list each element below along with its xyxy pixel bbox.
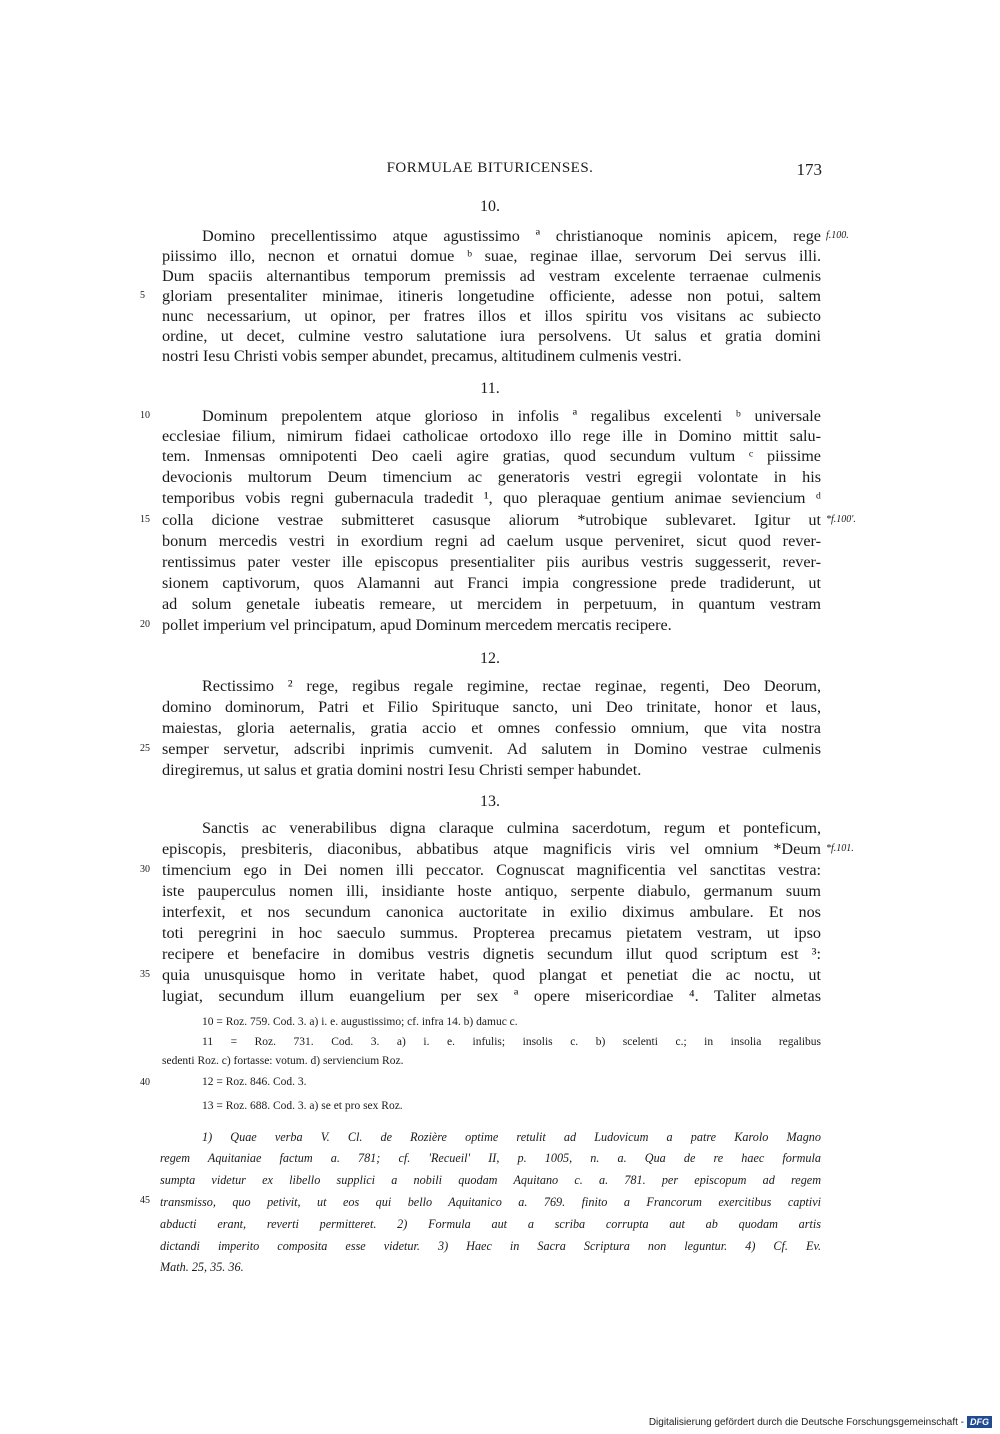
apparatus-note: 13 = Roz. 688. Cod. 3. a) se et pro sex Roz. (202, 1100, 403, 1112)
text-line: quia unusquisque homo in veritate habet, quod plangat et penetiat die ac noctu, ut (162, 966, 821, 984)
footnote-line: 1) Quae verba V. Cl. de Rozière optime retulit ad Ludovicum a patre Karolo Magno (202, 1130, 821, 1144)
footnote-line: abducti erant, reverti permitteret. 2) Formula aut a scriba corrupta aut ab quodam artis (160, 1217, 821, 1231)
text-line: Dominum prepolentem atque glorioso in infolis ª regalibus excelenti ᵇ universale (202, 407, 821, 425)
text-line: temporibus vobis regni gubernacula tradedit ¹, quo pleraquae gentium animae seviencium ᵈ (162, 489, 821, 507)
text-line: devocionis multorum Deum timencium ac generatoris vestri egregii volontate in his (162, 468, 821, 486)
text-line: ordine, ut decet, culmine vestro salutatione iura persolvens. Ut salus et gratia domini (162, 327, 821, 345)
text-line: Sanctis ac venerabilibus digna claraque culmina sacerdotum, regum et ponteficum, (202, 819, 821, 837)
text-line: Dum spaciis alternantibus temporum premissis ad vestram excelente terraenae culmenis (162, 267, 821, 285)
credit-text: Digitalisierung gefördert durch die Deutsche Forschungsgemeinschaft - (648, 1416, 964, 1428)
text-line: interfexit, et nos secundum canonica auctoritate in exilio diximus ambulare. Et nos (162, 903, 821, 921)
footnote-line: sumpta videtur ex libello supplici a nobili quodam Aquitano c. a. 781. per episcopum ad regem (160, 1173, 821, 1187)
text-line: ecclesiae filium, nimirum fidaei catholicae ortodoxo illo rege ille in Domino mittit salu- (162, 427, 821, 445)
apparatus-note: sedenti Roz. c) fortasse: votum. d) serviencium Roz. (162, 1055, 404, 1067)
digitization-credit (649, 1416, 992, 1428)
line-number: 20 (140, 619, 150, 630)
text-line: diregiremus, ut salus et gratia domini nostri Iesu Christi semper habundet. (162, 761, 642, 779)
text-line: iste pauperculus nomen illi, insidiante hoste antiquo, serpente diabulo, germanum suum (162, 882, 821, 900)
section-number-12: 12. (480, 650, 500, 667)
page-number: 173 (796, 160, 822, 179)
text-line: colla dicione vestrae submitteret casusque aliorum *utrobique sublevaret. Igitur ut (162, 511, 821, 529)
folio-note: f.100. (826, 230, 849, 241)
section-number-10: 10. (480, 198, 500, 215)
apparatus-note: 11 = Roz. 731. Cod. 3. a) i. e. infulis; insolis c. b) scelenti c.; in insolia regalibus (202, 1036, 821, 1048)
line-number: 15 (140, 514, 150, 525)
section-number-11: 11. (480, 380, 500, 397)
text-line: timencium ego in Dei nomen illi peccator. Cognuscat magnificentia vel sanctitas vestra: (162, 861, 821, 879)
text-line: rentissimus pater vester ille episcopus presentialiter piis auribus vestris suggesserit, rever- (162, 553, 821, 571)
folio-note: *f.100'. (826, 514, 856, 525)
line-number: 10 (140, 410, 150, 421)
text-line: semper servetur, adscribi inprimis cumvenit. Ad salutem in Domino vestrae culmenis (162, 740, 821, 758)
text-line: toti peregrini in hoc saeculo summus. Propterea precamus pietatem vestram, ut ipso (162, 924, 821, 942)
text-line: tem. Inmensas omnipotenti Deo caeli agire gratias, quod secundum vultum ᶜ piissime (162, 447, 821, 465)
line-number: 35 (140, 969, 150, 980)
text-line: lugiat, secundum illum euangelium per sex ª opere misericordiae ⁴. Taliter almetas (162, 987, 821, 1005)
folio-note: *f.101. (826, 843, 854, 854)
text-line: nunc necessarium, ut opinor, per fratres illos et illos spiritu vos visitans ac subiecto (162, 307, 821, 325)
running-head: FORMULAE BITURICENSES. (386, 160, 594, 176)
text-line: piissimo illo, necnon et ornatui domue ᵇ suae, reginae illae, servorum Dei servus illi. (162, 247, 821, 265)
text-line: episcopis, presbiteris, diaconibus, abbatibus atque magnificis viris vel omnium *Deum (162, 840, 821, 858)
footnote-line: dictandi imperito composita esse videtur. 3) Haec in Sacra Scriptura non leguntur. 4) Cf. Ev. (160, 1239, 821, 1253)
apparatus-note: 10 = Roz. 759. Cod. 3. a) i. e. augustissimo; cf. infra 14. b) damuc c. (202, 1016, 518, 1028)
line-number: 25 (140, 743, 150, 754)
section-number-13: 13. (480, 793, 500, 810)
apparatus-note: 12 = Roz. 846. Cod. 3. (202, 1076, 307, 1088)
footnote-line: transmisso, quo petivit, ut eos qui bello Aquitanico a. 769. finito a Francorum exercitibus captivi (160, 1195, 821, 1209)
line-number: 40 (140, 1077, 150, 1088)
footnote-line: regem Aquitaniae factum a. 781; cf. 'Recueil' II, p. 1005, n. a. Qua de re haec formula (160, 1151, 821, 1165)
line-number: 45 (140, 1195, 150, 1206)
text-line: nostri Iesu Christi vobis semper abundet, precamus, altitudinem culmenis vestri. (162, 347, 682, 365)
text-line: bonum mercedis vestri in exordium regni ad caelum usque perveniret, sicut quod rever- (162, 532, 821, 550)
text-line: gloriam presentaliter minimae, itineris longetudine officiente, adesse non potui, saltem (162, 287, 821, 305)
text-line: pollet imperium vel principatum, apud Dominum mercedem mercatis recipere. (162, 616, 672, 634)
footnote-line: Math. 25, 35. 36. (160, 1260, 244, 1274)
text-line: sionem captivorum, quos Alamanni aut Franci impia congressione prede tradiderunt, ut (162, 574, 821, 592)
text-line: maiestas, gloria aeternalis, gratia accio et omnes confessio omnium, que vita nostra (162, 719, 821, 737)
line-number: 5 (140, 290, 145, 301)
text-line: ad solum genetale iubeatis remeare, ut mercidem in perpetuum, in quantum vestram (162, 595, 821, 613)
dfg-logo: DFG (967, 1416, 992, 1428)
line-number: 30 (140, 864, 150, 875)
text-line: Rectissimo ² rege, regibus regale regimine, rectae reginae, regenti, Deo Deorum, (202, 677, 821, 695)
text-line: recipere et benefacire in domibus vestris dignetis secundum illut quod scriptum est ³: (162, 945, 821, 963)
text-line: Domino precellentissimo atque agustissimo ª christianoque nominis apicem, rege (202, 227, 821, 245)
text-line: domino dominorum, Patri et Filio Spirituque sancto, uni Deo trinitate, honor et laus, (162, 698, 821, 716)
